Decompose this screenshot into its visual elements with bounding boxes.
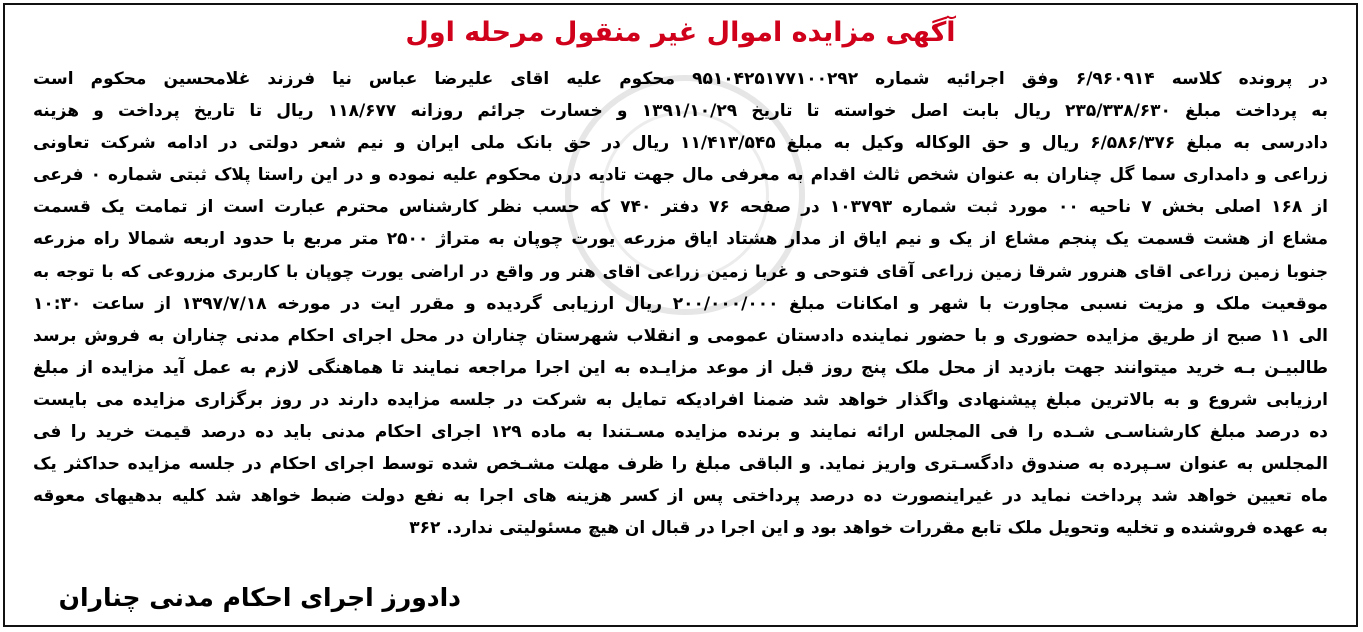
- notice-line: جنوبا زمین زراعی اقای هنرور شرقا زمین زراعی آقای فتوحی و غربا زمین زراعی اقای هنر ور واقع در اراضی یورت چوپان با کاربری مزروعی که با توجه به: [33, 261, 1328, 281]
- notice-line: به پرداخت مبلغ ۲۳۵/۳۳۸/۶۳۰ ریال بابت اصل خواسته تا تاریخ ۱۳۹۱/۱۰/۲۹ و خسارت جرائم روزانه ۱۱۸/۶۷۷ ریال تا تاریخ پرداخت و هزینه: [33, 101, 1328, 122]
- notice-line: ده درصد مبلغ کارشناسـی شـده را فی المجلس ارائه نمایند و برنده مزایده مسـتندا به ماده ۱۲۹ اجرای احکام مدنی باید ده درصد قیمت خرید را فی: [33, 422, 1328, 443]
- notice-line: ماه تعیین خواهد شد پرداخت نماید در غیراینصورت ده درصد پرداختی پس از کسر هزینه های اجرا به نفع دولت ضبط خواهد شد کلیه بدهیهای معوقه: [33, 486, 1328, 507]
- notice-signature: دادورز اجرای احکام مدنی چناران: [58, 583, 461, 612]
- notice-title: آگهی مزایده اموال غیر منقول مرحله اول: [405, 17, 956, 48]
- notice-line-last: به عهده فروشنده و تخلیه وتحویل ملک تابع مقررات خواهد بود و این اجرا در قبال ان هیچ مسئولیتی ندارد. ۳۶۲: [409, 518, 1328, 539]
- notice-line: المجلس به عنوان سـپرده به صندوق دادگسـتری واریز نماید. و الباقی مبلغ را ظرف مهلت مشـخص شده توسط اجرای احکام در جلسه مزایده حداکثر یک: [33, 454, 1328, 475]
- notice-line: دادرسی به مبلغ ۶/۵۸۶/۳۷۶ ریال و حق الوکاله وکیل به مبلغ ۱۱/۴۱۳/۵۴۵ ریال در حق بانک ملی ایران و نیم شعر دولتی در ادامه شرکت تعاونی: [33, 133, 1328, 154]
- notice-line: الی ۱۱ صبح از طریق مزایده حضوری و با حضور نماینده دادستان عمومی و انقلاب شهرستان چناران در محل اجرای احکام مدنی چناران به فروش برسد: [33, 325, 1328, 346]
- notice-line: موقعیت ملک و مزیت نسبی مجاورت با شهر و امکانات مبلغ ۲۰۰/۰۰۰/۰۰۰ ریال ارزیابی گردیده و مقرر ایت در مورخه ۱۳۹۷/۷/۱۸ از ساعت ۱۰:۳۰: [33, 293, 1328, 314]
- notice-body: [33, 63, 1328, 544]
- notice-line: زراعی و دامداری سما گل چناران به عنوان شخص ثالث اقدام به معرفی مال جهت تادیه درن محکوم علیه نموده و در این راستا پلاک ثبتی شماره ۰ فرعی: [33, 165, 1328, 186]
- notice-line: ارزیابی شروع و به بالاترین مبلغ پیشنهادی واگذار خواهد شد ضمنا افرادیکه تمایل به شرکت در جلسه مزایده دارند در روز برگزاری مزایده می بایست: [33, 389, 1328, 410]
- notice-frame: [3, 3, 1358, 627]
- notice-line: طالبیـن بـه خرید میتوانند جهت بازدید از محل ملک پنج روز قبل از موعد مزایـده به این اجرا مراجعه نمایند تا هماهنگی لازم به عمل آید مزایده از مبلغ: [33, 357, 1328, 378]
- notice-line: در پرونده کلاسه ۶/۹۶۰۹۱۴ وفق اجرائیه شماره ۹۵۱۰۴۲۵۱۷۷۱۰۰۲۹۲ محکوم علیه اقای علیرضا عباس نیا فرزند غلامحسین محکوم است: [33, 69, 1328, 89]
- notice-line: از ۱۶۸ اصلی بخش ۷ ناحیه ۰۰ مورد ثبت شماره ۱۰۳۷۹۳ در صفحه ۷۶ دفتر ۷۴۰ که حسب نظر کارشناس محترم عبارت است از تمامت یک قسمت: [33, 197, 1328, 218]
- notice-line: مشاع از هشت قسمت یک پنجم مشاع از یک و نیم ایاق از مدار هشتاد ایاق مزرعه یورت چوپان به متراژ ۲۵۰۰ متر مربع با حدود اربعه شمالا راه مزرعه: [33, 229, 1328, 250]
